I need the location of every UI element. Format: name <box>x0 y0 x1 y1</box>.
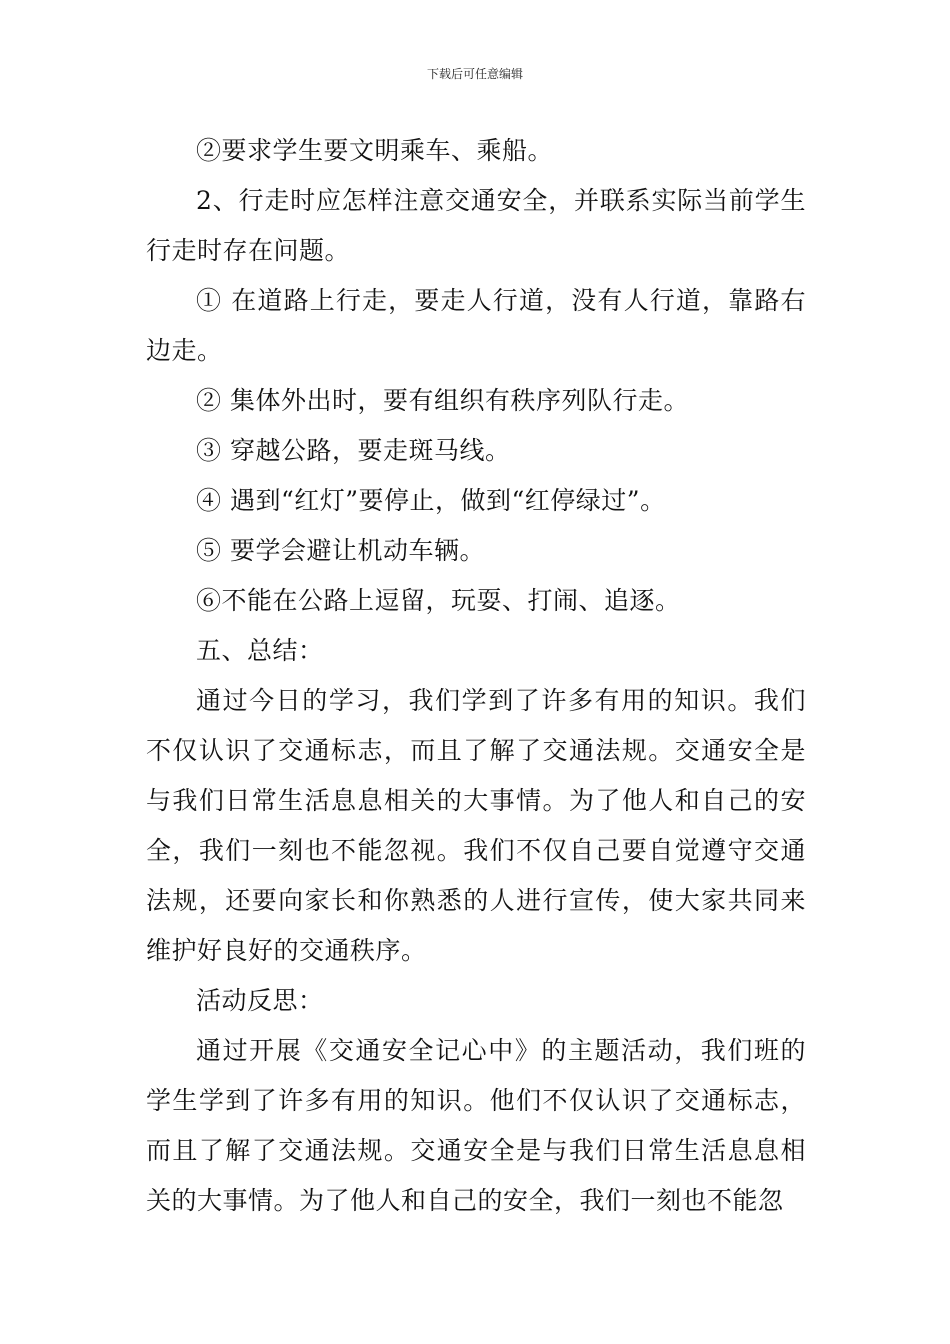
paragraph-rule-red-light: ④ 遇到“红灯”要停止，做到“红停绿过”。 <box>196 486 666 515</box>
page-header-note: 下载后可任意编辑 <box>426 67 523 81</box>
paragraph-summary-body: 通过今日的学习，我们学到了许多有用的知识。我们不仅认识了交通标志，而且了解了交通法规。交通安全是与我们日常生活息息相关的大事情。为了他人和自己的安全，我们一刻也不能忽视。我们不仅自己要自觉遵守交通法规，还要向家长和你熟悉的人进行宣传，使大家共同来维护好良好的交通秩序。 <box>146 686 806 965</box>
paragraph-rule-zebra-crossing: ③ 穿越公路，要走斑马线。 <box>196 436 511 465</box>
paragraph-rule-sidewalk: ① 在道路上行走，要走人行道，没有人行道，靠路右边走。 <box>146 286 806 365</box>
section-heading-reflection: 活动反思： <box>196 986 324 1015</box>
section-heading-summary: 五、总结： <box>196 636 324 665</box>
paragraph-rule-yield-vehicles: ⑤ 要学会避让机动车辆。 <box>196 536 485 565</box>
paragraph-rule-group-walk: ② 集体外出时，要有组织有秩序列队行走。 <box>196 386 689 415</box>
document-body <box>146 126 806 1226</box>
paragraph-walking-safety-question: 2、行走时应怎样注意交通安全，并联系实际当前学生行走时存在问题。 <box>146 186 806 265</box>
paragraph-civilized-riding: ②要求学生要文明乘车、乘船。 <box>196 136 554 165</box>
paragraph-reflection-body: 通过开展《交通安全记心中》的主题活动，我们班的学生学到了许多有用的知识。他们不仅认识了交通标志，而且了解了交通法规。交通安全是与我们日常生活息息相关的大事情。为了他人和自己的安全，我们一刻也不能忽 <box>146 1036 806 1215</box>
paragraph-rule-no-playing: ⑥不能在公路上逗留，玩耍、打闹、追逐。 <box>196 586 681 615</box>
